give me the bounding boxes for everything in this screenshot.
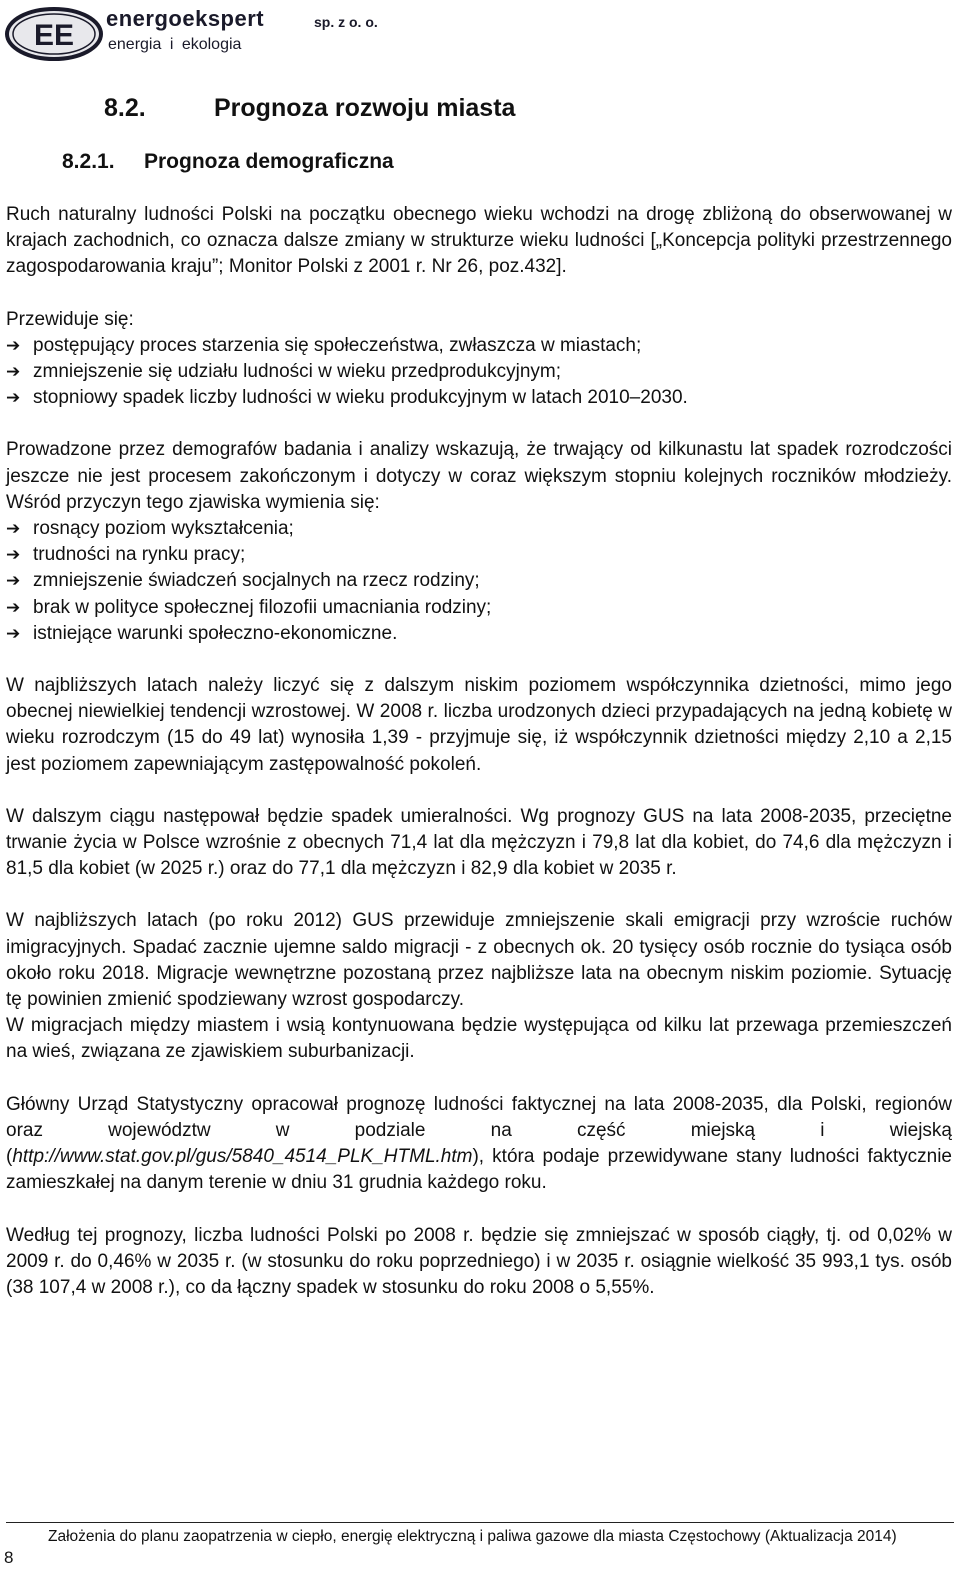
paragraph-8: Główny Urząd Statystyczny opracował prognozę ludności faktycznej na lata 2008-2035, dla Polski, regionów oraz województw w podziale na część miejską i wiejską (http://www.stat.gov.pl/gus/5840_4514_PLK_HTML.htm), która podaje przewidywane stany ludności faktycznie zamieszkałej na danym terenie w dniu 31 grudnia każdego roku. [6, 1093, 952, 1194]
arrow-right-icon: ➔ [6, 362, 21, 382]
list-item: ➔ stopniowy spadek liczby ludności w wieku produkcyjnym w latach 2010–2030. [6, 385, 952, 411]
page-number: 8 [4, 1548, 14, 1567]
arrow-right-icon: ➔ [6, 388, 21, 408]
document-body [6, 202, 952, 1301]
gus-forecast-link[interactable]: http://www.stat.gov.pl/gus/5840_4514_PLK_HTML.htm [12, 1146, 473, 1168]
footer-divider [6, 1522, 954, 1523]
brand-tagline: energia i ekologia [108, 36, 242, 53]
paragraph-6: W najbliższych latach (po roku 2012) GUS przewiduje zmniejszenie skali emigracji przy wzroście ruchów imigracyjnych. Spadać zacznie ujemne saldo migracji - z obecnych ok. 20 tysięcy osób rocznie do tysiąca osób około roku 2018. Migracje wewnętrzne pozostaną przez najbliższe lata na obecnym niskim poziomie. Sytuację tę powinien zmienić spodziewany wzrost gospodarczy. [6, 910, 952, 1011]
list-item: ➔ rosnący poziom wykształcenia; [6, 516, 952, 542]
list-item: ➔ zmniejszenie świadczeń socjalnych na rzecz rodziny; [6, 568, 952, 594]
arrow-right-icon: ➔ [6, 623, 21, 643]
paragraph-7: W migracjach między miastem i wsią kontynuowana będzie występująca od kilku lat przewaga przemieszczeń na wieś, związana ze zjawiskiem suburbanizacji. [6, 1015, 952, 1063]
list-item: ➔ brak w polityce społecznej filozofii umacniania rodziny; [6, 595, 952, 621]
footer-title: Założenia do planu zaopatrzenia w ciepło, energię elektryczną i paliwa gazowe dla miasta Częstochowy (Aktualizacja 2014) [48, 1528, 897, 1545]
arrow-right-icon: ➔ [6, 545, 21, 565]
subsection-number: 8.2.1. [62, 150, 115, 173]
section-number: 8.2. [104, 94, 146, 122]
arrow-right-icon: ➔ [6, 335, 21, 355]
paragraph-9: Według tej prognozy, liczba ludności Polski po 2008 r. będzie się zmniejszać w sposób ciągły, tj. od 0,02% w 2009 r. do 0,46% w 2035 r. (w stosunku do roku poprzedniego) i w 2035 r. osiągnie wielkość 35 993,1 tys. osób (38 107,4 w 2008 r.), co da łączny spadek w stosunku do roku 2008 o 5,55%. [6, 1224, 952, 1298]
paragraph-5: W dalszym ciągu następował będzie spadek umieralności. Wg prognozy GUS na lata 2008-2035, przeciętne trwanie życia w Polsce wzrośnie z obecnych 71,4 lat dla mężczyzn i 79,8 lat dla kobiet, do 74,6 dla mężczyzn i 81,5 dla kobiet (w 2025 r.) oraz do 77,1 dla mężczyzn i 82,9 dla kobiet w 2035 r. [6, 805, 952, 880]
subsection-heading [62, 150, 394, 174]
section-title: Prognoza rozwoju miasta [214, 94, 516, 122]
list-item: ➔ trudności na rynku pracy; [6, 542, 952, 568]
section-heading [104, 94, 515, 123]
list-item: ➔ postępujący proces starzenia się społeczeństwa, zwłaszcza w miastach; [6, 333, 952, 359]
brand-name: energoekspert [106, 6, 265, 31]
ee-logo [4, 6, 104, 62]
forecast-list [6, 333, 952, 412]
brand-suffix: sp. z o. o. [314, 14, 378, 30]
paragraph-2-intro: Przewiduje się: [6, 308, 134, 330]
list-item: ➔ zmniejszenie się udziału ludności w wieku przedprodukcyjnym; [6, 359, 952, 385]
causes-list [6, 516, 952, 647]
arrow-right-icon: ➔ [6, 571, 21, 591]
logo-text: EE [33, 19, 75, 52]
subsection-title: Prognoza demograficzna [144, 150, 394, 173]
arrow-right-icon: ➔ [6, 597, 21, 617]
paragraph-1: Ruch naturalny ludności Polski na początku obecnego wieku wchodzi na drogę zbliżoną do obserwowanej w krajach zachodnich, co oznacza dalsze zmiany w strukturze wieku ludności [„Koncepcja polityki przestrzennego zagospodarowania kraju”; Monitor Polski z 2001 r. Nr 26, poz.432]. [6, 204, 952, 278]
arrow-right-icon: ➔ [6, 519, 21, 539]
list-item: ➔ istniejące warunki społeczno-ekonomiczne. [6, 621, 952, 647]
paragraph-3: Prowadzone przez demografów badania i analizy wskazują, że trwający od kilkunastu lat spadek rozrodczości jeszcze nie jest procesem zakończonym i dotyczy w coraz większym stopniu kolejnych roczników młodzieży. Wśród przyczyn tego zjawiska wymienia się: [6, 439, 952, 513]
paragraph-4: W najbliższych latach należy liczyć się z dalszym niskim poziomem współczynnika dzietności, mimo jego obecnej niewielkiej tendencji wzrostowej. W 2008 r. liczba urodzonych dzieci przypadających na jedną kobietę w wieku rozrodczym (15 do 49 lat) wynosiła 1,39 - przyjmuje się, iż współczynnik dzietności między 2,10 a 2,15 jest poziomem zapewniającym zastępowalność pokoleń. [6, 675, 952, 775]
